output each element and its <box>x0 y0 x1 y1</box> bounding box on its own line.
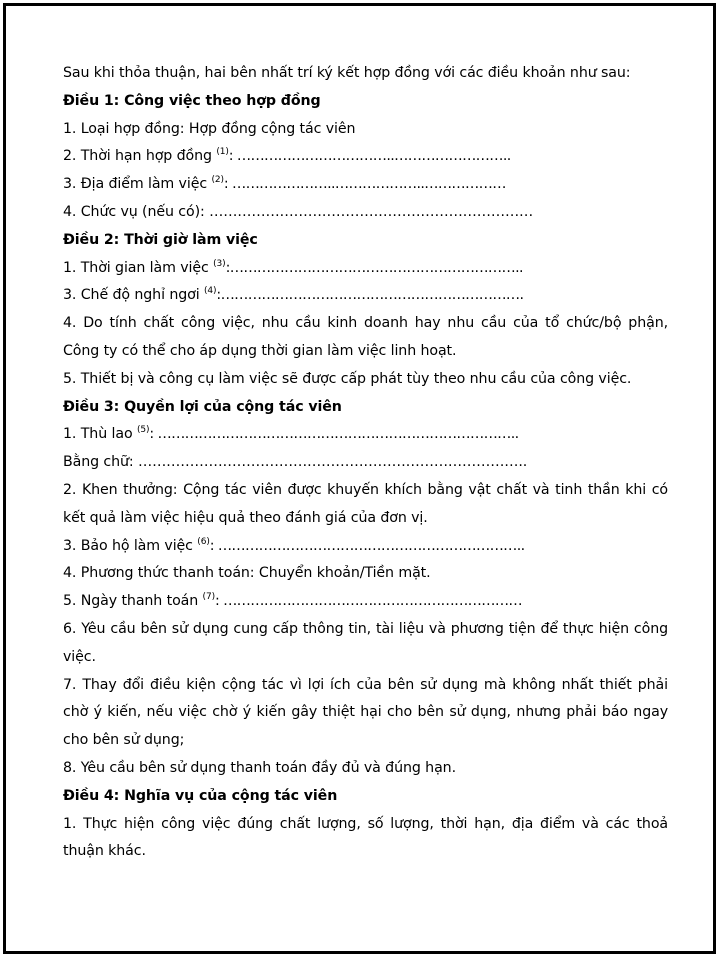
article-3-item-4: 4. Phương thức thanh toán: Chuyển khoản/Tiền mặt. <box>63 565 431 582</box>
article-3-item-2: 2. Khen thưởng: Cộng tác viên được khuyến khích bằng vật chất và tinh thần khi có kết quả làm việc hiệu quả theo đánh giá của đơn vị. <box>63 481 668 526</box>
item-label: 3. Địa điểm làm việc <box>63 176 212 193</box>
article-2-item-3 <box>63 282 668 310</box>
article-3-item-1 <box>63 421 668 449</box>
article-2-item-5: 5. Thiết bị và công cụ làm việc sẽ được cấp phát tùy theo nhu cầu của công việc. <box>63 370 632 387</box>
fill-in-blank: : ………………………………………………………… <box>215 593 523 610</box>
article-3-item-5 <box>63 588 668 616</box>
article-3-heading: Điều 3: Quyền lợi của cộng tác viên <box>63 398 342 415</box>
fill-in-blank: : ……………………………..…………………….. <box>228 148 511 165</box>
fill-in-blank: :……………………………………………………….. <box>225 259 523 276</box>
article-1-heading: Điều 1: Công việc theo hợp đồng <box>63 92 321 109</box>
article-2-item-1 <box>63 255 668 283</box>
item-label: 2. Thời hạn hợp đồng <box>63 148 217 165</box>
fill-in-blank: :…………………………………………………………. <box>216 287 524 304</box>
footnote-ref: (1) <box>216 147 229 158</box>
item-label: 1. Thời gian làm việc <box>63 259 214 276</box>
article-4-heading: Điều 4: Nghĩa vụ của cộng tác viên <box>63 787 338 804</box>
article-3-item-8: 8. Yêu cầu bên sử dụng thanh toán đầy đủ và đúng hạn. <box>63 759 456 776</box>
footnote-ref: (7) <box>202 592 215 603</box>
article-2-item-4: 4. Do tính chất công việc, nhu cầu kinh doanh hay nhu cầu của tổ chức/bộ phận, Công ty có thể cho áp dụng thời gian làm việc linh hoạt. <box>63 315 668 359</box>
contract-body <box>63 60 668 866</box>
article-1-item-1: 1. Loại hợp đồng: Hợp đồng cộng tác viên <box>63 120 356 137</box>
item-label: 3. Bảo hộ làm việc <box>63 537 198 554</box>
article-1-item-2 <box>63 143 668 171</box>
footnote-ref: (3) <box>213 258 226 269</box>
footnote-ref: (2) <box>211 175 224 186</box>
intro-text: Sau khi thỏa thuận, hai bên nhất trí ký kết hợp đồng với các điều khoản như sau: <box>63 65 631 81</box>
article-1-item-3 <box>63 171 668 199</box>
item-label: 5. Ngày thanh toán <box>63 593 203 610</box>
footnote-ref: (6) <box>197 536 210 547</box>
article-1-item-4: 4. Chức vụ (nếu có): …………………………………………………………… <box>63 203 534 220</box>
item-label: 3. Chế độ nghỉ ngơi <box>63 287 204 304</box>
article-3-item-3 <box>63 533 668 561</box>
fill-in-blank: : …………………………………………………………………….. <box>149 426 519 443</box>
article-4-item-1: 1. Thực hiện công việc đúng chất lượng, số lượng, thời hạn, địa điểm và các thoả thuận khác. <box>63 815 668 860</box>
footnote-ref: (5) <box>136 425 150 436</box>
footnote-ref: (4) <box>203 286 217 297</box>
fill-in-blank: : …………………..………………..……………… <box>223 176 506 193</box>
article-3-in-words: Bằng chữ: ……………………………………………………………………….. <box>63 454 528 471</box>
article-2-heading: Điều 2: Thời giờ làm việc <box>63 231 258 248</box>
item-label: 1. Thù lao <box>63 426 137 443</box>
article-3-item-6: 6. Yêu cầu bên sử dụng cung cấp thông tin, tài liệu và phương tiện để thực hiện công việc. <box>63 620 668 665</box>
fill-in-blank: : ………………………………………………………….. <box>209 537 525 554</box>
article-3-item-7: 7. Thay đổi điều kiện cộng tác vì lợi ích của bên sử dụng mà không nhất thiết phải chờ ý kiến, nếu việc chờ ý kiến gây thiệt hại cho bên sử dụng, nhưng phải báo ngay cho bên sử dụng; <box>63 676 668 749</box>
